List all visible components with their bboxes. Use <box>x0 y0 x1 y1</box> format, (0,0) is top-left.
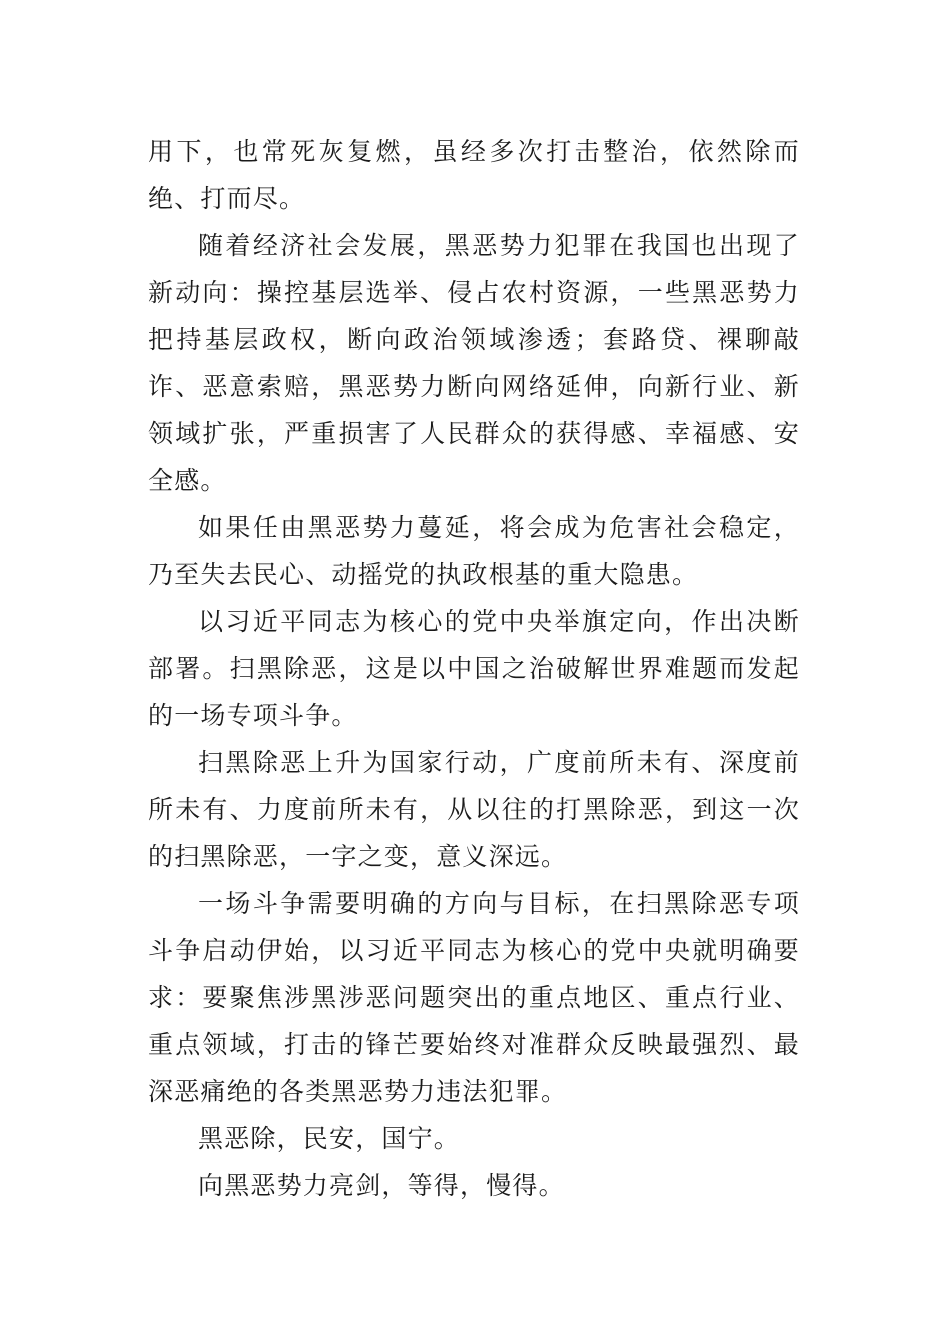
paragraph: 以习近平同志为核心的党中央举旗定向，作出决断部署。扫黑除恶，这是以中国之治破解世界难题而发起的一场专项斗争。 <box>148 607 800 730</box>
document-body <box>148 128 800 1209</box>
paragraph: 黑恶除，民安，国宁。 <box>198 1124 461 1153</box>
paragraph: 用下，也常死灰复燃，虽经多次打击整治，依然除而绝、打而尽。 <box>148 137 800 213</box>
paragraph: 向黑恶势力亮剑，等得，慢得。 <box>198 1171 565 1200</box>
paragraph: 扫黑除恶上升为国家行动，广度前所未有、深度前所未有、力度前所未有，从以往的打黑除恶，到这一次的扫黑除恶，一字之变，意义深远。 <box>148 748 800 871</box>
paragraph: 如果任由黑恶势力蔓延，将会成为危害社会稳定，乃至失去民心、动摇党的执政根基的重大隐患。 <box>148 513 800 589</box>
paragraph: 随着经济社会发展，黑恶势力犯罪在我国也出现了新动向：操控基层选举、侵占农村资源，一些黑恶势力把持基层政权，断向政治领域渗透；套路贷、裸聊敲诈、恶意索赔，黑恶势力断向网络延伸，向新行业、新领域扩张，严重损害了人民群众的获得感、幸福感、安全感。 <box>148 231 800 495</box>
paragraph: 一场斗争需要明确的方向与目标，在扫黑除恶专项斗争启动伊始，以习近平同志为核心的党中央就明确要求：要聚焦涉黑涉恶问题突出的重点地区、重点行业、重点领域，打击的锋芒要始终对准群众反映最强烈、最深恶痛绝的各类黑恶势力违法犯罪。 <box>148 889 800 1106</box>
